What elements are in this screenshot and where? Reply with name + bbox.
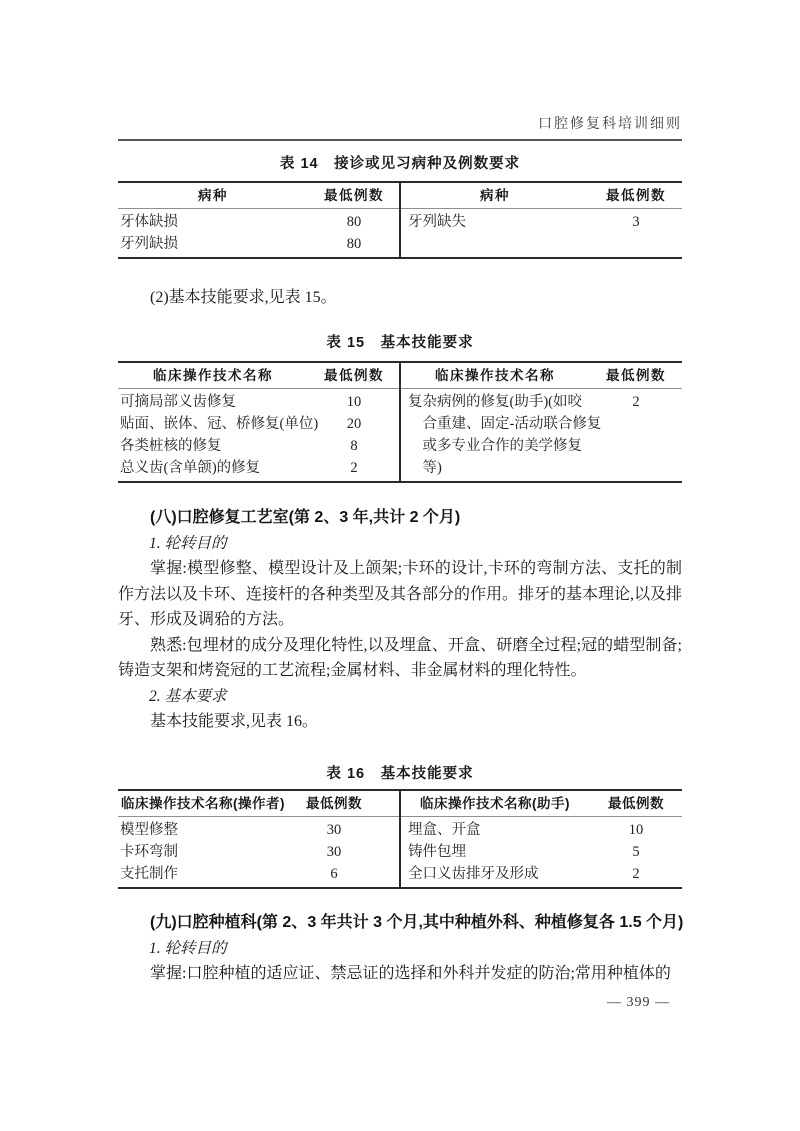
table-cell-name: 牙列缺失 xyxy=(408,214,466,230)
table-cell-count: 20 xyxy=(346,415,362,432)
table-cell-count: 8 xyxy=(350,437,358,454)
spacer xyxy=(380,841,400,863)
subitem-label: 2. 基本要求 xyxy=(149,687,227,705)
table-15-title: 表 15 基本技能要求 xyxy=(326,334,474,351)
table-cell-count: 10 xyxy=(346,393,362,410)
table-cell-name: 贴面、嵌体、冠、桥修复(单位) xyxy=(120,415,319,432)
table-cell-count: 5 xyxy=(632,843,640,860)
subitem-label: 1. 轮转目的 xyxy=(149,939,227,957)
table-header-cell: 最低例数 xyxy=(590,363,682,389)
section-heading: (九)口腔种植科(第 2、3 年共计 3 个月,其中种植外科、种植修复各 1.5 个月) xyxy=(150,913,684,931)
table-header-cell: 病种 xyxy=(118,183,308,209)
table-cell-count xyxy=(590,233,682,255)
table-cell-name: 铸件包埋 xyxy=(408,843,466,860)
table-cell-count: 2 xyxy=(632,865,640,882)
table-cell-name xyxy=(400,233,590,255)
table-cell-name: 全口义齿排牙及形成 xyxy=(408,865,539,882)
table-cell-count xyxy=(590,435,682,457)
table-header-cell: 最低例数 xyxy=(288,791,380,817)
page-number: — 399 — xyxy=(607,994,670,1010)
table-header-cell: 最低例数 xyxy=(308,183,400,209)
table-cell-count: 30 xyxy=(326,843,342,860)
table-cell-name: 总义齿(含单颌)的修复 xyxy=(120,459,261,476)
spacer xyxy=(380,791,400,817)
table-header-cell: 最低例数 xyxy=(590,791,682,817)
table-cell-count xyxy=(590,413,682,435)
table-cell-name: 各类桩核的修复 xyxy=(120,437,222,454)
spacer xyxy=(380,817,400,841)
table-cell-name: 等) xyxy=(408,459,442,476)
table-cell-name: 支托制作 xyxy=(120,865,178,882)
subitem-label: 1. 轮转目的 xyxy=(149,534,227,552)
table-cell-count xyxy=(590,457,682,479)
table-cell-count: 30 xyxy=(326,821,342,838)
table-header-cell: 病种 xyxy=(400,183,590,209)
table-header-cell: 最低例数 xyxy=(308,363,400,389)
paragraph: 基本技能要求,见表 16。 xyxy=(150,713,319,730)
paragraph: 掌握:口腔种植的适应证、禁忌证的选择和外科并发症的防治;常用种植体的 xyxy=(150,965,671,982)
table-header-cell: 临床操作技术名称(助手) xyxy=(400,791,590,817)
table-cell-count: 80 xyxy=(346,214,362,230)
table-15 xyxy=(118,361,682,483)
table-cell-count: 10 xyxy=(628,821,644,838)
table-16 xyxy=(118,789,682,889)
paragraph: 掌握:模型修整、模型设计及上颌架;卡环的设计,卡环的弯制方法、支托的制作方法以及卡环、连接杆的各种类型及其各部分的作用。排牙的基本理论,以及排牙、形成及调𬌗的方法。 xyxy=(118,560,683,628)
content-column xyxy=(118,0,682,1011)
paragraph: (2)基本技能要求,见表 15。 xyxy=(150,289,337,306)
table-14 xyxy=(118,181,682,259)
table-cell-name: 牙体缺损 xyxy=(120,214,178,230)
table-cell-name: 可摘局部义齿修复 xyxy=(120,393,236,410)
section-heading: (八)口腔修复工艺室(第 2、3 年,共计 2 个月) xyxy=(150,508,461,526)
spacer xyxy=(380,863,400,885)
table-header-cell: 临床操作技术名称(操作者) xyxy=(118,791,288,817)
table-header-cell: 最低例数 xyxy=(590,183,682,209)
table-header-cell: 临床操作技术名称 xyxy=(400,363,590,389)
table-cell-name: 埋盒、开盒 xyxy=(408,821,481,838)
table-16-title: 表 16 基本技能要求 xyxy=(326,765,474,782)
table-cell-name: 卡环弯制 xyxy=(120,843,178,860)
table-cell-count: 3 xyxy=(632,214,640,230)
table-cell-count: 6 xyxy=(330,865,338,882)
table-cell-count: 2 xyxy=(632,393,640,410)
table-cell-name: 牙列缺损 xyxy=(120,236,178,252)
table-14-title: 表 14 接诊或见习病种及例数要求 xyxy=(279,156,521,172)
table-cell-count: 2 xyxy=(350,459,358,476)
table-header-cell: 临床操作技术名称 xyxy=(118,363,308,389)
page-header-title: 口腔修复科培训细则 xyxy=(118,117,682,141)
paragraph: 熟悉:包埋材的成分及理化特性,以及埋盒、开盒、研磨全过程;冠的蜡型制备;铸造支架和烤瓷冠的工艺流程;金属材料、非金属材料的理化特性。 xyxy=(118,636,682,679)
table-cell-count: 80 xyxy=(346,236,362,252)
table-cell-name: 合重建、固定-活动联合修复 xyxy=(408,415,602,432)
table-cell-name: 复杂病例的修复(助手)(如咬 xyxy=(408,393,582,410)
table-cell-name: 或多专业合作的美学修复 xyxy=(408,437,582,454)
table-cell-name: 模型修整 xyxy=(120,821,178,838)
page-header xyxy=(118,0,682,141)
